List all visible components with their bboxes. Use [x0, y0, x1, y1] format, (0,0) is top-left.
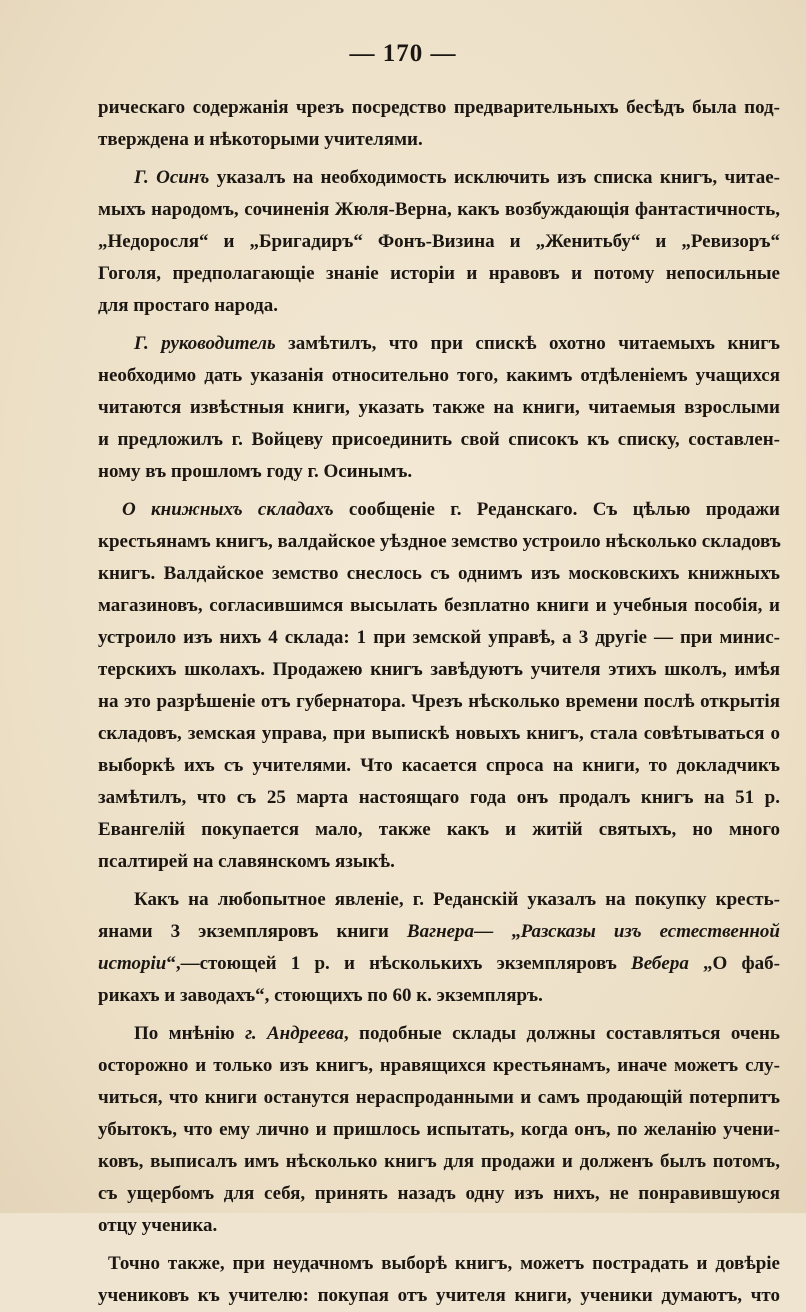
- text-line: Точно также, при неудачномъ выборѣ книгъ, можетъ пострадать и довѣріе: [108, 1253, 780, 1274]
- text-line: съ ущербомъ для себя, принять назадъ одну изъ нихъ, не понравившуюся: [98, 1183, 780, 1204]
- text-line: [98, 916, 780, 948]
- text-segment: — „: [474, 921, 521, 942]
- body-text: [98, 92, 780, 1312]
- text-line: учениковъ къ учителю: покупая отъ учителя книги, ученики думаютъ, что: [98, 1285, 780, 1306]
- page-number: — 170 —: [349, 40, 457, 67]
- text-line: рическаго содержанія чрезъ посредство предварительныхъ бесѣдъ была под-: [98, 97, 780, 118]
- text-line: ковъ, выписалъ имъ нѣсколько книгъ для продажи и долженъ былъ потомъ,: [98, 1151, 780, 1172]
- text-line: тверждена и нѣкоторыми учителями.: [98, 129, 423, 150]
- book-title: Разсказы изъ естественной: [520, 921, 780, 942]
- text-segment: сообщеніе г. Реданскаго. Съ цѣлью продажи: [333, 499, 780, 520]
- text-line: замѣтилъ, что съ 25 марта настоящаго года онъ продалъ книгъ на 51 р.: [98, 787, 780, 808]
- text-segment: “,—стоющей 1 р. и нѣсколькихъ экземпляровъ: [166, 953, 632, 974]
- text-line: [98, 328, 780, 360]
- text-line: убытокъ, что ему лично и пришлось испытать, когда онъ, по желанію учени-: [98, 1119, 780, 1140]
- text-line: крестьянамъ книгъ, валдайское уѣздное земство устроило нѣсколько складовъ: [98, 531, 781, 552]
- author-name: Вебера: [631, 953, 689, 974]
- text-line: книгъ. Валдайское земство снеслось съ однимъ изъ московскихъ книжныхъ: [98, 563, 780, 584]
- text-segment: указалъ на необходимость исключить изъ списка книгъ, читае-: [209, 167, 780, 188]
- text-line: осторожно и только изъ книгъ, нравящихся крестьянамъ, иначе можетъ слу-: [98, 1055, 780, 1076]
- text-line: магазиновъ, согласившимся высылать безплатно книги и учебныя пособія, и: [98, 595, 780, 616]
- text-line: мыхъ народомъ, сочиненія Жюля-Верна, какъ возбуждающія фантастичность,: [98, 199, 780, 220]
- text-line: устроило изъ нихъ 4 склада: 1 при земской управѣ, а 3 другіе — при минис-: [98, 627, 780, 648]
- speaker-name: г. Андреева: [245, 1023, 344, 1044]
- text-line: [98, 162, 780, 194]
- text-line: Гоголя, предполагающіе знаніе исторіи и нравовъ и потому непосильные: [98, 263, 780, 284]
- text-line: необходимо дать указанія относительно того, какимъ отдѣленіемъ учащихся: [98, 365, 780, 386]
- text-line: Евангелій покупается мало, также какъ и житій святыхъ, но много: [98, 819, 780, 840]
- section-title: О книжныхъ складахъ: [122, 499, 334, 520]
- text-line: складовъ, земская управа, при выпискѣ новыхъ книгъ, стала совѣтываться о: [98, 723, 780, 744]
- text-line: Какъ на любопытное явленіе, г. Реданскій указалъ на покупку кресть-: [134, 889, 780, 910]
- text-line: для простаго народа.: [98, 295, 279, 316]
- text-line: на это разрѣшеніе отъ губернатора. Чрезъ нѣсколько времени послѣ открытія: [98, 691, 780, 712]
- text-line: „Недоросля“ и „Бригадиръ“ Фонъ-Визина и „Женитьбу“ и „Ревизоръ“: [98, 231, 780, 252]
- author-name: Вагнера: [406, 921, 475, 942]
- text-line: [98, 948, 780, 980]
- text-line: рикахъ и заводахъ“, стоющихъ по 60 к. экземпляръ.: [98, 985, 543, 1006]
- text-line: псалтирей на славянскомъ языкѣ.: [98, 851, 395, 872]
- text-line: выборкѣ ихъ съ учителями. Что касается спроса на книги, то докладчикъ: [98, 755, 780, 776]
- text-line: читаются извѣстныя книги, указать также на книги, читаемыя взрослыми: [98, 397, 780, 418]
- speaker-name: Г. Осинъ: [134, 167, 210, 188]
- text-segment: янами 3 экземпляровъ книги: [98, 921, 407, 942]
- book-title: исторіи: [98, 953, 167, 974]
- text-segment: „О фаб-: [688, 953, 780, 974]
- text-line: и предложилъ г. Войцеву присоединить свой списокъ къ списку, составлен-: [98, 429, 780, 450]
- text-line: читься, что книги останутся нераспроданными и самъ продающій потерпитъ: [98, 1087, 780, 1108]
- text-segment: , подобные склады должны составляться очень: [343, 1023, 780, 1044]
- text-line: ному въ прошломъ году г. Осинымъ.: [98, 461, 413, 482]
- text-line: [98, 494, 780, 526]
- text-line: отцу ученика.: [98, 1215, 218, 1236]
- text-line: [98, 1018, 780, 1050]
- text-line: терскихъ школахъ. Продажею книгъ завѣдуютъ учителя этихъ школъ, имѣя: [98, 659, 780, 680]
- text-segment: замѣтилъ, что при спискѣ охотно читаемыхъ книгъ: [275, 333, 780, 354]
- speaker-name: Г. руководитель: [134, 333, 276, 354]
- text-segment: По мнѣнію: [134, 1023, 246, 1044]
